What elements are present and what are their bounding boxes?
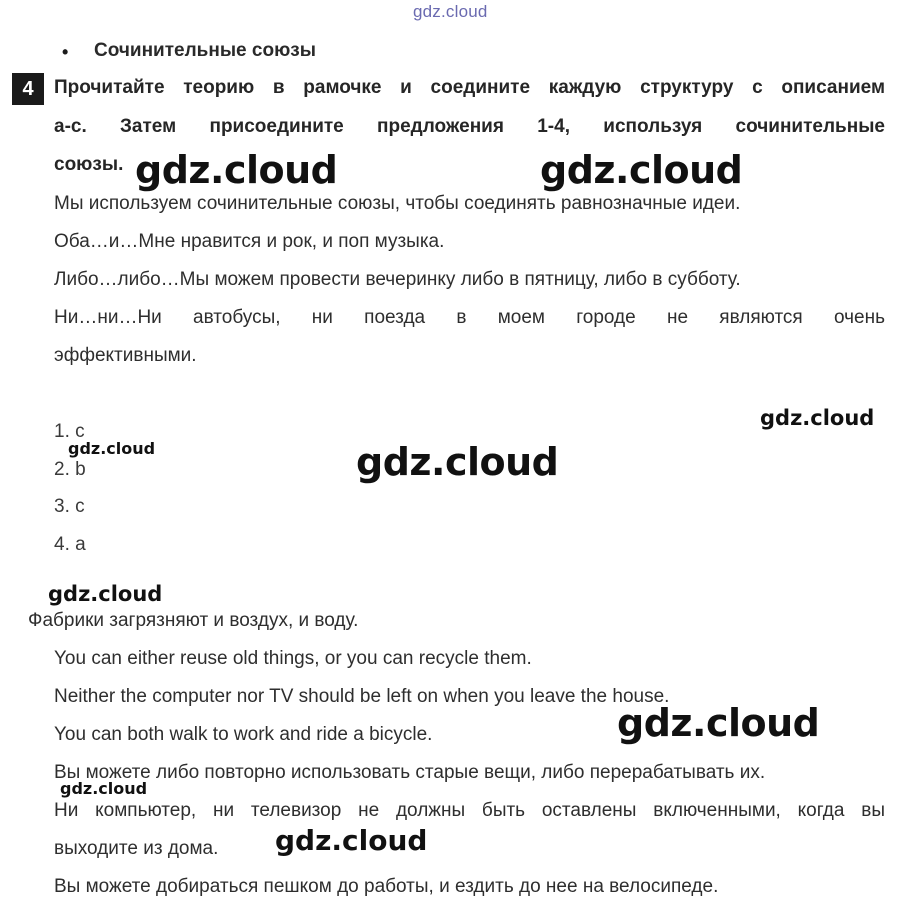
sentence-2: You can either reuse old things, or you can recycle them. [54,648,532,669]
watermark-text: gdz.cloud [68,439,156,458]
watermark-text: gdz.cloud [60,779,148,798]
theory-intro: Мы используем сочинительные союзы, чтобы соединять равнозначные идеи. [54,193,741,214]
watermark-text: gdz.cloud [356,440,559,484]
task-instruction-line-3: союзы. [54,154,124,175]
theory-example-neither-line-1: Ни…ни…Ни автобусы, ни поезда в моем городе не являются очень [54,307,885,328]
answer-item: 3. c [54,496,85,517]
sentence-7: Вы можете добираться пешком до работы, и ездить до нее на велосипеде. [54,876,719,897]
theory-example-either: Либо…либо…Мы можем провести вечеринку либо в пятницу, либо в субботу. [54,269,741,290]
sentence-3: Neither the computer nor TV should be left on when you leave the house. [54,686,670,707]
watermark-top: gdz.cloud [413,2,488,21]
section-title: Сочинительные союзы [94,40,316,61]
sentence-6-line-2: выходите из дома. [54,838,219,859]
answer-item: 2. b [54,459,86,480]
watermark-text: gdz.cloud [540,148,743,192]
theory-example-neither-line-2: эффективными. [54,345,197,366]
task-instruction-line-1: Прочитайте теорию в рамочке и соедините каждую структуру с описанием [54,77,885,98]
watermark-text: gdz.cloud [760,406,875,430]
watermark-text: gdz.cloud [275,824,428,857]
section-bullet: • [62,42,69,62]
sentence-6-line-1: Ни компьютер, ни телевизор не должны быть оставлены включенными, когда вы [54,800,885,821]
watermark-text: gdz.cloud [48,582,163,606]
theory-example-both: Оба…и…Мне нравится и рок, и поп музыка. [54,231,445,252]
answer-item: 1. c [54,421,85,442]
sentence-1: Фабрики загрязняют и воздух, и воду. [28,610,359,631]
answer-item: 4. a [54,534,86,555]
sentence-5: Вы можете либо повторно использовать старые вещи, либо перерабатывать их. [54,762,766,783]
watermark-text: gdz.cloud [617,701,820,745]
task-number-badge: 4 [12,73,44,105]
task-instruction-line-2: a-c. Затем присоедините предложения 1-4, используя сочинительные [54,116,885,137]
watermark-text: gdz.cloud [135,148,338,192]
sentence-4: You can both walk to work and ride a bicycle. [54,724,433,745]
